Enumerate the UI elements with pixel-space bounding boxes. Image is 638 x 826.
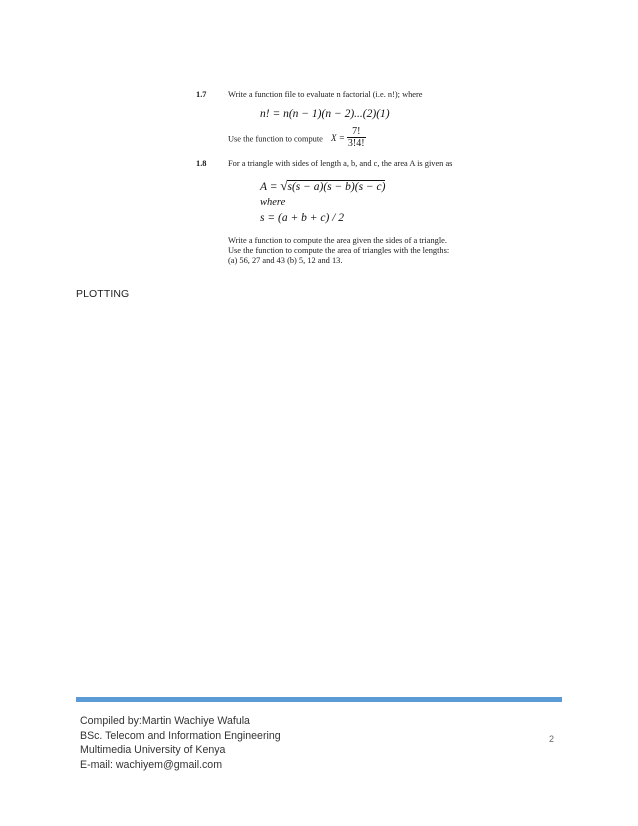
s-formula: s = (a + b + c) / 2 bbox=[260, 212, 344, 224]
footer-email: E-mail: wachiyem@gmail.com bbox=[80, 758, 223, 771]
instruction-line-3: (a) 56, 27 and 43 (b) 5, 12 and 13. bbox=[228, 256, 343, 265]
square-root bbox=[280, 178, 385, 194]
footer-divider bbox=[76, 697, 562, 702]
instruction-line-2: Use the function to compute the area of triangles with the lengths: bbox=[228, 246, 450, 255]
usage-line bbox=[228, 128, 366, 151]
usage-text: Use the function to compute bbox=[228, 134, 323, 144]
factorial-formula: n! = n(n − 1)(n − 2)...(2)(1) bbox=[260, 108, 390, 120]
problem-number: 1.8 bbox=[196, 159, 207, 168]
footer-university: Multimedia University of Kenya bbox=[80, 744, 226, 757]
problem-statement: Write a function file to evaluate n factorial (i.e. n!); where bbox=[228, 90, 423, 99]
footer-author: Compiled by:Martin Wachiye Wafula bbox=[80, 715, 250, 727]
section-heading: PLOTTING bbox=[76, 288, 130, 300]
fraction-numerator: 7! bbox=[347, 126, 366, 138]
factorial-fraction bbox=[347, 126, 366, 149]
area-lhs: A = bbox=[260, 181, 278, 193]
fraction-denominator: 3!4! bbox=[347, 138, 365, 149]
where-label: where bbox=[260, 197, 286, 208]
usage-lhs: X = bbox=[331, 133, 345, 144]
radicand: s(s − a)(s − b)(s − c) bbox=[287, 181, 386, 193]
radical-icon: √ bbox=[280, 178, 288, 193]
area-formula bbox=[260, 178, 385, 194]
footer-info bbox=[80, 714, 281, 772]
instruction-line-1: Write a function to compute the area given the sides of a triangle. bbox=[228, 236, 447, 245]
problem-number: 1.7 bbox=[196, 90, 207, 99]
footer-program: BSc. Telecom and Information Engineering bbox=[80, 729, 281, 742]
problem-statement: For a triangle with sides of length a, b, and c, the area A is given as bbox=[228, 159, 453, 168]
page-number: 2 bbox=[549, 734, 555, 744]
